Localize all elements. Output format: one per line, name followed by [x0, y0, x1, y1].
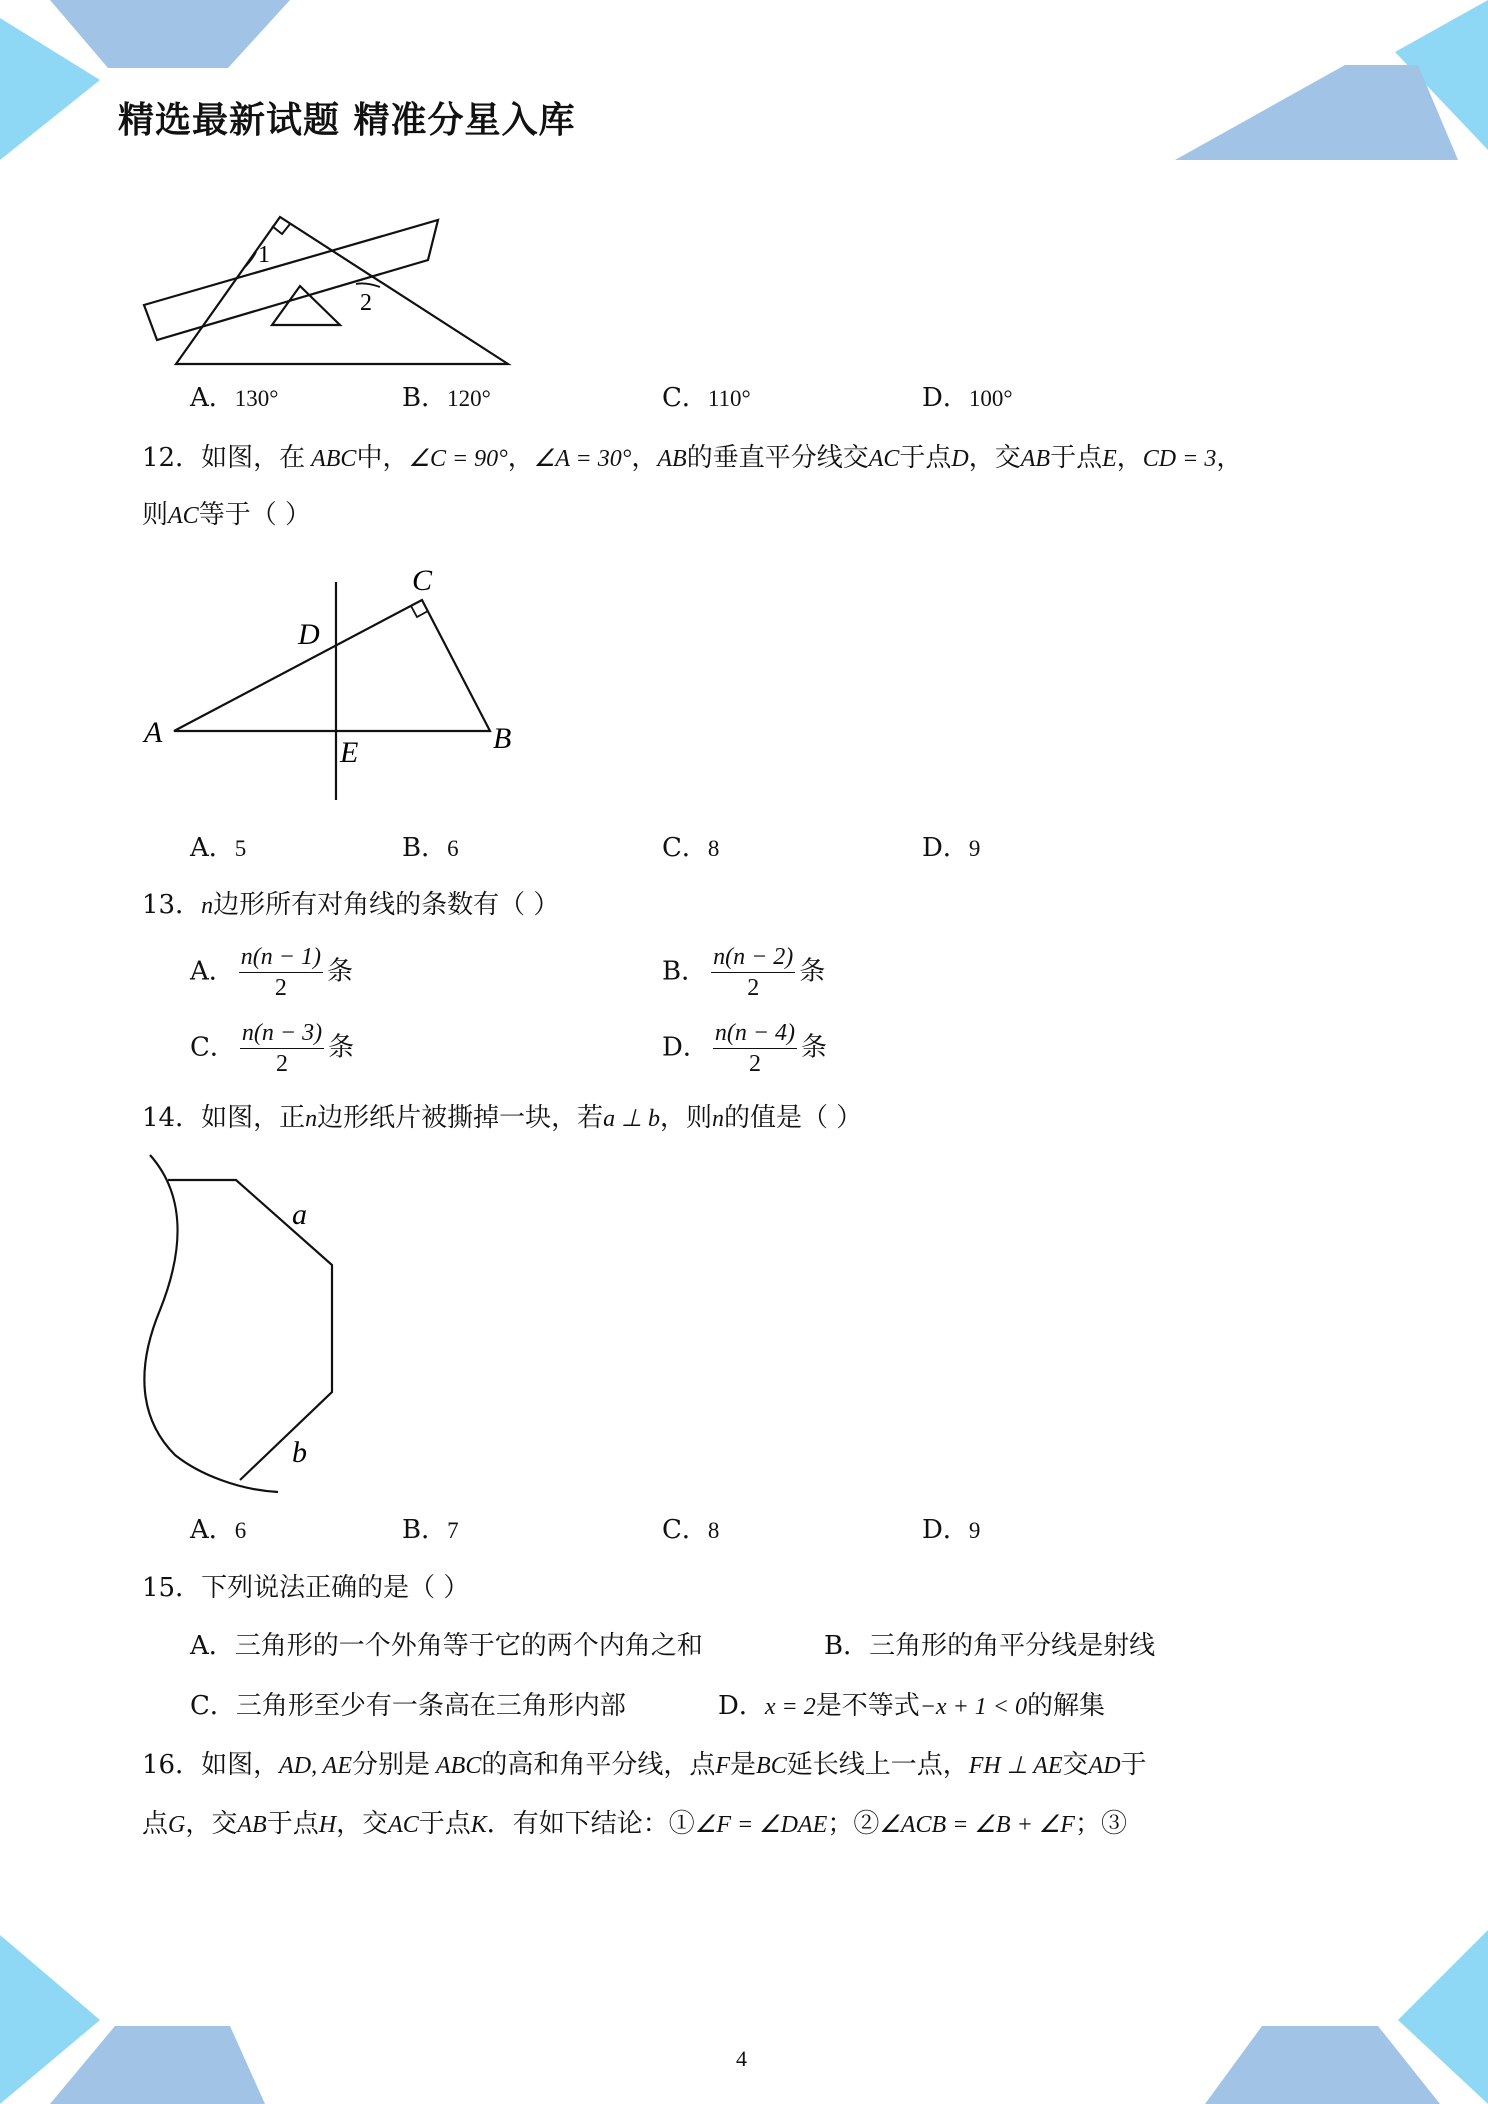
q13-option-a[interactable]: A． $\frac{n(n - 1)}{2}$ 条	[190, 944, 353, 1001]
q16-stem-line-1: 16．如图，AD, AE分别是 ABC的高和角平分线，点F是BC延长线上一点，FH ⊥ AE交AD于	[142, 1750, 1147, 1780]
q11-option-d-value: 100°	[968, 386, 1013, 411]
q12-label-c: C	[412, 564, 433, 597]
q14-label-b: b	[292, 1436, 307, 1469]
q14-option-c[interactable]: C．8	[662, 1515, 720, 1545]
q13-option-d[interactable]: D． $\frac{n(n - 4)}{2}$ 条	[662, 1020, 828, 1077]
q14-option-b[interactable]: B．7	[402, 1515, 459, 1545]
q12-option-c[interactable]: C．8	[662, 833, 720, 863]
q12-label-e: E	[340, 736, 359, 769]
q13-option-d-fraction: $\frac{n(n - 4)}{2}$	[714, 1020, 796, 1077]
q12-label-b: B	[493, 722, 512, 755]
q11-option-c[interactable]	[662, 380, 751, 417]
q16-stem-line-2: 点G，交AB于点H，交AC于点K．有如下结论：①∠F = ∠DAE；②∠ACB = ∠B + ∠F；③	[142, 1809, 1127, 1839]
q11-label-1: 1	[258, 242, 270, 268]
q14-option-d[interactable]: D．9	[922, 1515, 981, 1545]
q11-option-b-letter: B．	[402, 383, 448, 413]
q15-option-c[interactable]: C．三角形至少有一条高在三角形内部	[190, 1691, 626, 1721]
q11-label-2: 2	[360, 290, 372, 316]
q12-label-a: A	[144, 716, 163, 749]
q11-option-b[interactable]	[402, 380, 491, 417]
q11-option-a-letter: A．	[190, 383, 235, 413]
q13-option-b[interactable]: B． $\frac{n(n - 2)}{2}$ 条	[662, 944, 826, 1001]
q13-option-b-fraction: $\frac{n(n - 2)}{2}$	[713, 944, 794, 1001]
q11-option-b-value: 120°	[447, 386, 491, 411]
page-header-title: 精选最新试题 精准分星入库	[118, 100, 576, 141]
q12-option-a[interactable]: A．5	[190, 833, 247, 863]
corner-decoration-top-right-trapezoid	[1175, 65, 1458, 160]
q15-option-a[interactable]: A．三角形的一个外角等于它的两个内角之和	[190, 1631, 703, 1661]
q12-stem-line-1: 12．如图，在 ABC中，∠C = 90°，∠A = 30°，AB的垂直平分线交AC于点D，交AB于点E，CD = 3，	[142, 443, 1243, 473]
q12-option-d[interactable]: D．9	[922, 833, 981, 863]
q11-option-a-value: 130°	[234, 386, 279, 411]
q13-stem: 13．n边形所有对角线的条数有（ ）	[142, 890, 560, 920]
q11-option-d[interactable]	[922, 380, 1013, 417]
q15-stem: 15．下列说法正确的是（ ）	[142, 1573, 470, 1603]
corner-decoration-top-left-trapezoid	[50, 0, 290, 68]
q14-stem: 14．如图，正n边形纸片被撕掉一块，若a ⊥ b，则n的值是（ ）	[142, 1103, 863, 1133]
q11-option-c-value: 110°	[707, 386, 751, 411]
q15-option-b[interactable]: B．三角形的角平分线是射线	[824, 1631, 1156, 1661]
q11-option-a[interactable]	[190, 380, 278, 417]
corner-decoration-bottom-left-trapezoid	[50, 2026, 265, 2104]
page-number: 4	[736, 2046, 747, 2071]
q12-label-d: D	[298, 618, 320, 651]
q12-option-b[interactable]: B．6	[402, 833, 459, 863]
q14-label-a: a	[292, 1198, 307, 1231]
corner-decoration-bottom-right-trapezoid	[1205, 2026, 1440, 2104]
q13-option-c-fraction: $\frac{n(n - 3)}{2}$	[241, 1020, 323, 1077]
q13-option-c[interactable]: C． $\frac{n(n - 3)}{2}$ 条	[190, 1020, 355, 1077]
q12-stem-line-2: 则AC等于（ ）	[142, 500, 311, 530]
q11-option-d-letter: D．	[922, 383, 969, 413]
q13-option-a-fraction: $\frac{n(n - 1)}{2}$	[240, 944, 321, 1001]
q15-option-d[interactable]: D．x = 2是不等式−x + 1 < 0的解集	[718, 1691, 1105, 1721]
q11-option-c-letter: C．	[662, 383, 708, 413]
q14-option-a[interactable]: A．6	[190, 1515, 247, 1545]
